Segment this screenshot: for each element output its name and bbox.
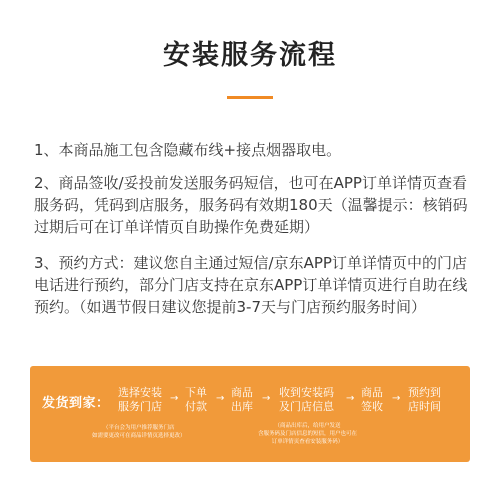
- arrow-right-icon: →: [392, 393, 401, 404]
- page-title: 安装服务流程: [163, 40, 337, 71]
- title-underline: [227, 96, 273, 99]
- arrow-right-icon: →: [170, 393, 179, 404]
- flow-note-store-recommend: （平台会为用户推荐服务门店 如需要更改可在商品详情页选择更改）: [92, 425, 186, 439]
- paragraph-2: 2、商品签收/妥投前发送服务码短信，也可在APP订单详情页查看服务码，凭码到店服务，服务码有效期180天（温馨提示：核销码过期后可在订单详情页自助操作免费延期）: [34, 174, 468, 236]
- paragraph-1: 1、本商品施工包含隐藏布线+接点烟器取电。: [34, 141, 342, 159]
- installation-flow-banner: [30, 366, 470, 462]
- service-description: [34, 139, 474, 329]
- flow-label: 发货到家：: [42, 396, 110, 411]
- arrow-right-icon: →: [346, 393, 355, 404]
- arrow-right-icon: →: [262, 393, 271, 404]
- flow-step-receive-code: 收到安装码 及门店信息: [279, 386, 334, 413]
- paragraph-3: 3、预约方式：建议您自主通过短信/京东APP订单详情页中的门店电话进行预约，部分门店支持在京东APP订单详情页进行自助在线预约。（如遇节假日建议您提前3-7天与门店预约服务时间）: [34, 254, 468, 316]
- flow-step-outbound: 商品 出库: [231, 386, 253, 413]
- arrow-right-icon: →: [216, 393, 225, 404]
- flow-step-sign-for: 商品 签收: [361, 386, 383, 413]
- flow-step-choose-store: 选择安装 服务门店: [118, 386, 162, 413]
- flow-step-order-pay: 下单 付款: [185, 386, 207, 413]
- flow-step-book-time: 预约到 店时间: [408, 386, 441, 413]
- flow-note-sms-code: （商品出库后，给用户发送 含服务码及门店信息的短信，用户也可在 订单详情页查看安装服务码）: [258, 423, 358, 445]
